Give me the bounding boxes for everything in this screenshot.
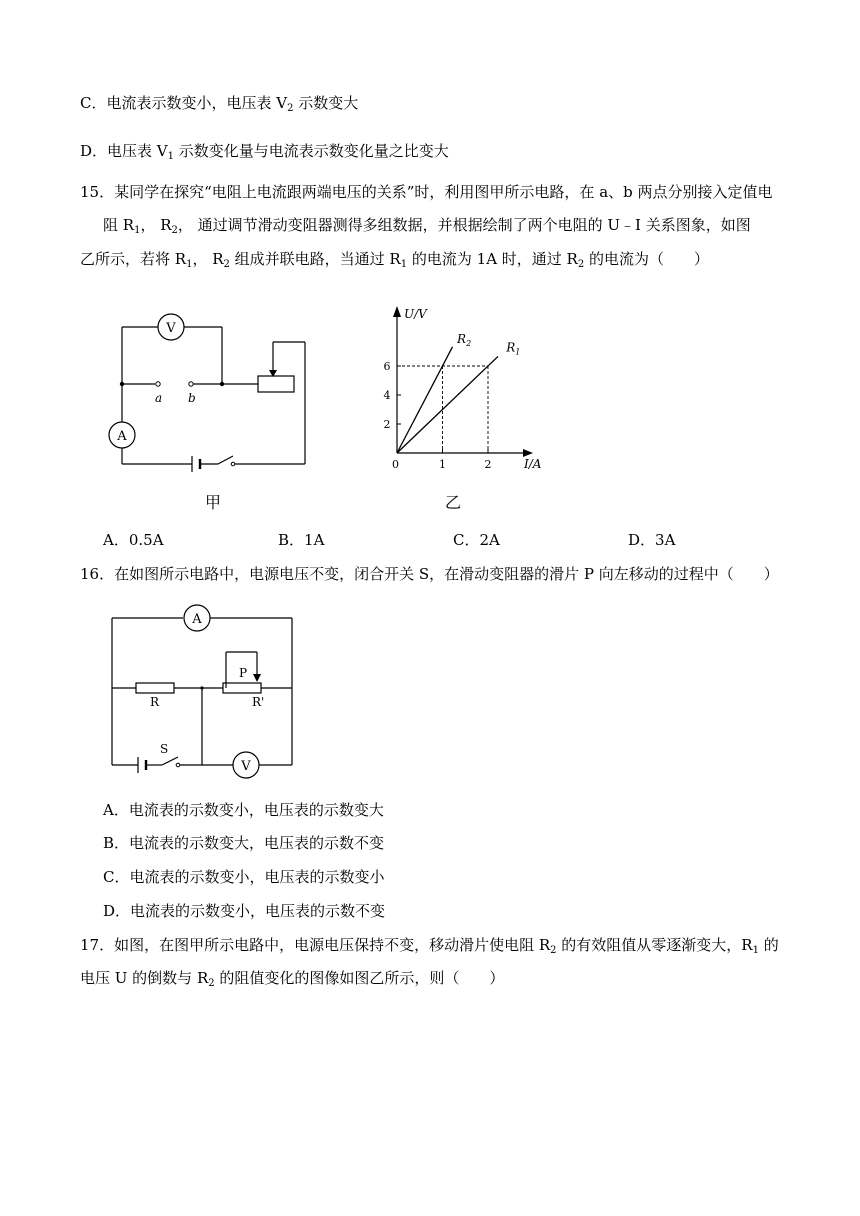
q15-option-c[interactable]: C．2A	[453, 531, 500, 549]
q16-option-a[interactable]: A．电流表的示数变小，电压表的示数变大	[103, 801, 384, 819]
svg-text:S: S	[160, 742, 169, 756]
q16-option-b[interactable]: B．电流表的示数变大，电压表的示数不变	[103, 834, 385, 852]
svg-text:b: b	[188, 391, 196, 405]
svg-text:V: V	[241, 759, 251, 774]
svg-text:A: A	[192, 612, 202, 627]
svg-text:P: P	[239, 666, 248, 680]
q15-option-b[interactable]: B．1A	[278, 531, 325, 549]
series-label-r1: $R_1$	[506, 340, 521, 357]
q17-stem-line1: 17．如图，在图甲所示电路中，电源电压保持不变，移动滑片使电阻 $R_2$ 的有效阻值从零逐渐变大，$R_1$ 的	[80, 936, 779, 956]
q16-option-c[interactable]: C．电流表的示数变小，电压表的示数变小	[103, 868, 385, 886]
x-tick-label-2: 2	[484, 458, 492, 471]
q14-option-d[interactable]: D．电压表 $V_1$ 示数变化量与电流表示数变化量之比变大	[80, 142, 449, 162]
q17-stem-line2: 电压 U 的倒数与 $R_2$ 的阻值变化的图像如图乙所示，则（ ）	[80, 969, 505, 989]
svg-text:R: R	[150, 695, 160, 709]
figure-caption-a: 甲	[205, 493, 222, 512]
series-line-R1	[397, 356, 498, 453]
svg-text:A: A	[117, 429, 127, 444]
figure-caption-b: 乙	[445, 493, 462, 512]
y-tick-label-4: 4	[383, 389, 391, 402]
q16-circuit-diagram	[100, 600, 310, 785]
q14-option-c[interactable]: C．电流表示数变小，电压表 $V_2$ 示数变大	[80, 94, 359, 114]
svg-text:V: V	[166, 321, 176, 336]
q16-option-d[interactable]: D．电流表的示数变小，电压表的示数不变	[103, 902, 386, 920]
q15-ui-chart	[370, 300, 560, 480]
q15-option-d[interactable]: D．3A	[628, 531, 676, 549]
q15-circuit-diagram	[100, 300, 330, 520]
svg-text:a: a	[155, 391, 163, 405]
q15-stem-line3: 乙所示，若将 $R_1$， $R_2$ 组成并联电路，当通过 $R_1$ 的电流为 1A 时，通过 $R_2$ 的电流为（ ）	[80, 250, 710, 270]
x-tick-label-1: 1	[439, 458, 446, 471]
q15-option-a[interactable]: A．0.5A	[103, 531, 164, 549]
y-tick-label-2: 2	[383, 418, 391, 431]
x-axis-label: I/A	[524, 457, 542, 471]
series-line-R2	[397, 347, 453, 453]
origin-label: 0	[392, 458, 399, 471]
y-axis-label: U/V	[404, 307, 427, 321]
q15-stem-line2: 阻 $R_1$， $R_2$， 通过调节滑动变阻器测得多组数据，并根据绘制了两个电阻的 U﹣I 关系图象，如图	[103, 216, 751, 236]
q16-stem: 16．在如图所示电路中，电源电压不变，闭合开关 S，在滑动变阻器的滑片 P 向左移动的过程中（ ）	[80, 565, 779, 583]
svg-text:R': R'	[252, 695, 265, 709]
series-label-r2: $R_2$	[457, 331, 472, 348]
y-tick-label-6: 6	[383, 360, 391, 373]
q15-stem-line1: 15．某同学在探究“电阻上电流跟两端电压的关系”时，利用图甲所示电路，在 a、b 两点分别接入定值电	[80, 183, 773, 201]
